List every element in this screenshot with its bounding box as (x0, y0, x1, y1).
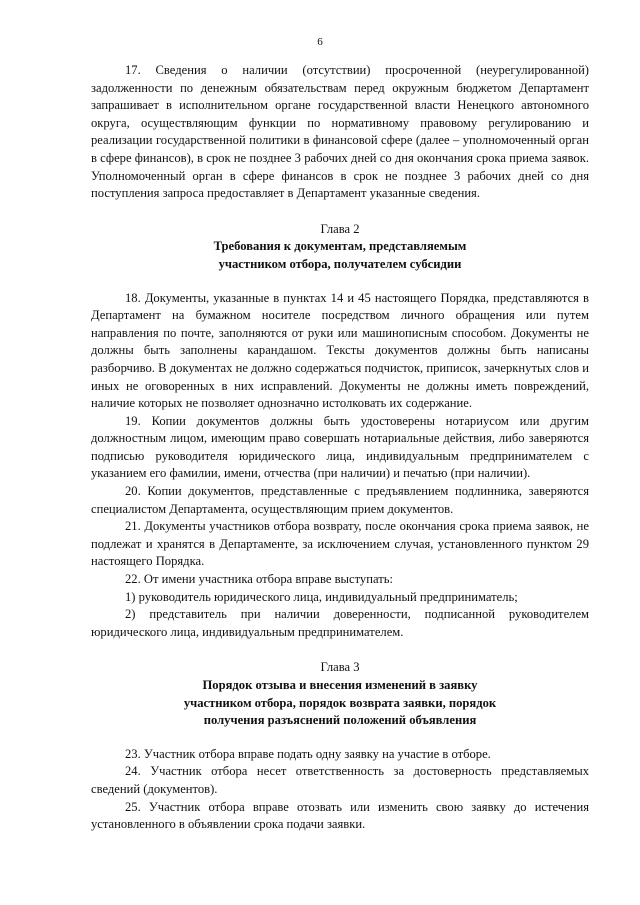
chapter-3-number: Глава 3 (320, 660, 360, 675)
spacer (91, 274, 589, 290)
chapter-3-title-line-1: Порядок отзыва и внесения изменений в заявку (202, 678, 478, 692)
paragraph-20: 20. Копии документов, представленные с предъявлением подлинника, заверяются специалистом Департамента, осуществляющим прием документов. (91, 484, 589, 516)
paragraph-22-item-1: 1) руководитель юридического лица, индивидуальный предприниматель; (125, 589, 518, 604)
chapter-2-title-line-2: участником отбора, получателем субсидии (218, 256, 462, 271)
paragraph-18: 18. Документы, указанные в пунктах 14 и 45 настоящего Порядка, представляются в Департамент на бумажном носителе посредством личного обращения или путем направления по почте, заполняются от руки или машинописным способом. Документы не должны быть заполнены карандашом. Тексты документов должны быть написаны разборчиво. В документах не должно содержаться подчисток, приписок, зачеркнутых слов и иных не оговоренных в них исправлений. Документы не должны иметь повреждений, наличие которых не позволяет однозначно истолковать их содержание. (91, 290, 589, 411)
paragraph-22-item-2: 2) представитель при наличии доверенности, подписанной руководителем юридического лица, индивидуальным предпринимателем. (91, 607, 589, 639)
paragraph-19: 19. Копии документов должны быть удостоверены нотариусом или другим должностным лицом, имеющим право совершать нотариальные действия, либо заверяются подписью руководителя юридического лица, индивидуальным предпринимателем с указанием его фамилии, имени, отчества (при наличии) и печатью (при наличии). (91, 413, 589, 481)
chapter-3-title-line-2: участником отбора, порядок возврата заявки, порядок (183, 695, 497, 710)
paragraph-21: 21. Документы участников отбора возврату, после окончания срока приема заявок, не подлежат и хранятся в Департаменте, за исключением случая, установленного пунктом 29 настоящего Порядка. (91, 519, 589, 569)
page-number: 6 (317, 36, 323, 48)
paragraph-24: 24. Участник отбора несет ответственность за достоверность представляемых сведений (документов). (91, 764, 589, 796)
chapter-2-title-line-1: Требования к документам, представляемым (213, 239, 467, 254)
spacer (91, 730, 589, 746)
chapter-2-number: Глава 2 (320, 221, 360, 236)
paragraph-23: 23. Участник отбора вправе подать одну заявку на участие в отборе. (125, 746, 491, 761)
paragraph-17: 17. Сведения о наличии (отсутствии) просроченной (неурегулированной) задолженности по денежным обязательствам перед окружным бюджетом Департамент запрашивает в исполнительном органе государственной власти Ненецкого автономного округа, осуществляющим функции по нормативному правовому регулированию и реализации государственной политики в финансовой сфере (далее – уполномоченный орган в сфере финансов), в срок не позднее 3 рабочих дней со дня окончания срока приема заявок. Уполномоченный орган в сфере финансов в срок не позднее 3 рабочих дней со дня поступления запроса предоставляет в Департамент указанные сведения. (91, 63, 589, 201)
chapter-3-title-line-3: получения разъяснений положений объявления (203, 713, 477, 728)
document-body (91, 62, 589, 834)
paragraph-22: 22. От имени участника отбора вправе выступать: (125, 572, 393, 587)
paragraph-25: 25. Участник отбора вправе отозвать или изменить свою заявку до истечения установленного в объявлении срока подачи заявки. (91, 799, 589, 832)
